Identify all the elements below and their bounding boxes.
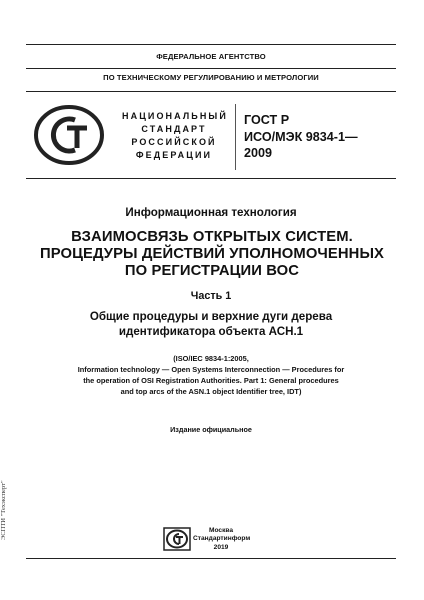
edition-label: Издание официальное <box>170 425 252 434</box>
box-divider <box>235 104 236 170</box>
publisher-logo-icon <box>163 527 191 551</box>
subtitle-line-1: Общие процедуры и верхние дуги дерева <box>89 310 333 323</box>
subtitle <box>26 309 396 339</box>
agency-rule <box>26 68 396 69</box>
standard-line-3: РОССИЙСКОЙ <box>131 137 217 147</box>
gost-designation <box>244 112 394 162</box>
standard-line-1: НАЦИОНАЛЬНЫЙ <box>122 111 228 121</box>
gost-line-3: 2009 <box>244 146 273 160</box>
main-title-line-1: ВЗАИМОСВЯЗЬ ОТКРЫТЫХ СИСТЕМ. <box>71 229 353 245</box>
part-label: Часть 1 <box>190 290 232 302</box>
english-line-1: (ISO/IEC 9834-1:2005, <box>173 354 249 363</box>
english-line-2: Information technology — Open Systems Interconnection — Procedures for <box>77 365 345 374</box>
english-reference <box>26 353 396 397</box>
bottom-rule <box>26 558 396 559</box>
standard-line-4: ФЕДЕРАЦИИ <box>135 150 213 160</box>
publisher-year: 2019 <box>213 543 229 551</box>
main-title-line-3: ПО РЕГИСТРАЦИИ ВОС <box>124 263 300 279</box>
gost-line-1: ГОСТ Р <box>244 113 290 127</box>
english-line-3: the operation of OSI Registration Authorities. Part 1: General procedures <box>83 376 339 385</box>
main-title-line-2: ПРОЦЕДУРЫ ДЕЙСТВИЙ УПОЛНОМОЧЕННЫХ <box>39 246 385 262</box>
side-watermark: ЭСПТИ "Техэксперт" <box>0 480 7 540</box>
pretitle: Информационная технология <box>125 206 297 219</box>
publisher-info <box>193 527 249 552</box>
agency-subtitle: ПО ТЕХНИЧЕСКОМУ РЕГУЛИРОВАНИЮ И МЕТРОЛОГИИ <box>103 73 319 82</box>
subtitle-line-2: идентификатора объекта АСН.1 <box>118 325 304 338</box>
gost-line-2: ИСО/МЭК 9834-1— <box>244 129 358 144</box>
top-rule <box>26 44 396 45</box>
english-line-4: and top arcs of the ASN.1 object Identifier tree, IDT) <box>120 387 302 396</box>
header-bottom-rule <box>26 91 396 92</box>
publisher-city: Москва <box>208 527 234 534</box>
agency-name: ФЕДЕРАЛЬНОЕ АГЕНТСТВО <box>156 52 266 61</box>
standard-box-bottom-rule <box>26 178 396 179</box>
publisher-name: Стандартинформ <box>193 535 251 543</box>
national-standard-label <box>122 110 226 162</box>
standard-line-2: СТАНДАРТ <box>141 124 207 134</box>
main-title <box>20 229 404 280</box>
gost-logo-icon <box>29 98 109 172</box>
standard-box <box>26 96 396 176</box>
